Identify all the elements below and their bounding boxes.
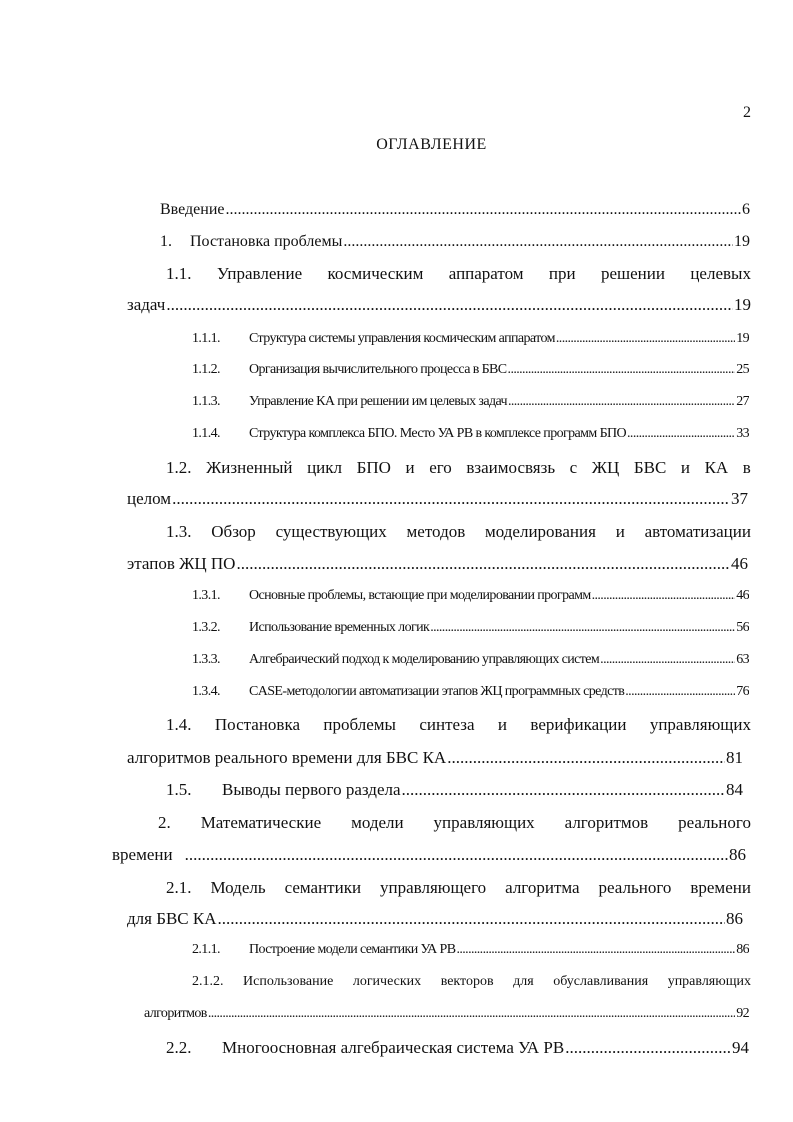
toc-leader-dots: [226, 201, 742, 219]
toc-entry-number: 1.3.2.: [192, 620, 220, 635]
toc-entry-page: 86: [726, 909, 743, 928]
toc-word: логических: [352, 974, 422, 989]
toc-word: Математические: [200, 813, 322, 832]
toc-word: управляющих: [433, 813, 535, 832]
toc-entry-text: времени: [112, 845, 173, 864]
toc-word: ЖЦ: [591, 458, 620, 477]
toc-word: цикл: [307, 458, 343, 477]
toc-word: целевых: [690, 264, 751, 283]
toc-entry-text: Алгебраический подход к моделированию управляющих систем: [249, 652, 600, 667]
toc-entry-page: 86: [736, 942, 749, 957]
toc-entry-text: алгоритмов реального времени для БВС КА: [127, 748, 447, 767]
toc-entry-1-2-line1[interactable]: [166, 458, 751, 478]
toc-word: и: [680, 458, 691, 477]
toc-entry-text: CASE-методологии автоматизации этапов ЖЦ программных средств: [249, 684, 625, 699]
toc-word: и: [497, 715, 508, 734]
toc-word: взаимосвязь: [466, 458, 556, 477]
toc-leader-dots: [456, 942, 735, 958]
toc-word: методов: [406, 522, 466, 541]
toc-word: и: [405, 458, 415, 477]
toc-entry-number: 1.: [160, 233, 172, 250]
toc-word: БВС: [633, 458, 667, 477]
toc-leader-dots: [185, 845, 728, 865]
toc-entry-1-3-1[interactable]: [192, 588, 749, 604]
toc-entry-text: Многоосновная алгебраическая система УА РВ: [222, 1038, 565, 1057]
toc-entry-page: 46: [736, 588, 749, 603]
toc-leader-dots: [236, 554, 730, 574]
toc-entry-2-line2[interactable]: [112, 845, 746, 865]
toc-leader-dots: [508, 362, 736, 378]
toc-entry-1-3-line1[interactable]: [166, 522, 751, 542]
toc-entry-page: 25: [736, 362, 749, 377]
toc-entry-page: 56: [736, 620, 749, 635]
toc-entry-1-3-3[interactable]: [192, 652, 749, 668]
toc-entry-1-1-line1[interactable]: [166, 264, 751, 284]
toc-entry-1-4-line1[interactable]: [166, 715, 751, 735]
toc-word: Жизненный: [206, 458, 293, 477]
toc-entry-page: 19: [734, 233, 750, 250]
toc-entry-page: 84: [726, 780, 743, 799]
toc-entry-number: 1.2.: [166, 458, 192, 477]
toc-word: автоматизации: [644, 522, 751, 541]
toc-entry-page: 76: [736, 684, 749, 699]
toc-entry-number: 2.2.: [166, 1038, 192, 1057]
toc-leader-dots: [447, 748, 725, 768]
page-number: 2: [743, 104, 751, 121]
toc-leader-dots: [172, 489, 730, 509]
toc-entry-number: 1.3.1.: [192, 588, 220, 603]
toc-entry-2-1-1[interactable]: [192, 942, 749, 958]
toc-word: обуславливания: [553, 974, 649, 989]
toc-entry-number: 1.3.3.: [192, 652, 220, 667]
toc-word: алгоритмов: [564, 813, 649, 832]
toc-leader-dots: [402, 780, 725, 800]
toc-entry-1-1-1[interactable]: [192, 331, 749, 347]
toc-entry-number: 2.1.: [166, 878, 192, 897]
toc-leader-dots: [208, 1006, 735, 1022]
toc-entry-page: 33: [736, 426, 749, 441]
toc-word: решении: [600, 264, 665, 283]
toc-entry-text: целом: [127, 489, 172, 508]
toc-entry-text: Построение модели семантики УА РВ: [249, 942, 456, 957]
toc-leader-dots: [627, 426, 735, 442]
toc-entry-number: 1.1.4.: [192, 426, 220, 441]
toc-entry-text: алгоритмов: [144, 1006, 207, 1021]
toc-word: управляющих: [649, 715, 751, 734]
toc-word: управляющих: [667, 974, 751, 989]
toc-word: времени: [690, 878, 751, 897]
toc-leader-dots: [565, 1038, 731, 1058]
toc-entry-introduction[interactable]: [160, 201, 750, 219]
toc-word: при: [548, 264, 576, 283]
toc-entry-2-1-2-line2[interactable]: [144, 1006, 749, 1022]
toc-entry-page: 19: [734, 295, 751, 314]
toc-entry-1-4-line2[interactable]: [127, 748, 743, 768]
toc-entry-number: 1.4.: [166, 715, 192, 734]
toc-entry-text: этапов ЖЦ ПО: [127, 554, 236, 573]
toc-entry-1-1-4[interactable]: [192, 426, 749, 442]
toc-word: Использование: [243, 974, 334, 989]
toc-entry-1-2-line2[interactable]: [127, 489, 748, 509]
toc-entry-number: 1.3.: [166, 522, 192, 541]
toc-entry-2-1-2-line1[interactable]: [192, 974, 751, 990]
toc-leader-dots: [600, 652, 735, 668]
toc-entry-text: Использование временных логик: [249, 620, 430, 635]
toc-word: для: [513, 974, 534, 989]
toc-word: алгоритма: [505, 878, 580, 897]
toc-entry-1-3-4[interactable]: [192, 684, 749, 700]
toc-word: в: [742, 458, 751, 477]
toc-entry-page: 37: [731, 489, 748, 508]
toc-word: Постановка: [214, 715, 300, 734]
toc-word: управляющего: [380, 878, 487, 897]
toc-entry-number: 1.1.2.: [192, 362, 220, 377]
toc-word: существующих: [275, 522, 387, 541]
toc-entry-1-1-line2[interactable]: [127, 295, 751, 315]
toc-entry-text: Структура системы управления космическим аппаратом: [249, 331, 555, 346]
toc-entry-text: Управление КА при решении им целевых задач: [249, 394, 507, 409]
toc-entry-1-3-2[interactable]: [192, 620, 749, 636]
toc-entry-text: Постановка проблемы: [190, 233, 343, 250]
toc-word: Модель: [210, 878, 266, 897]
toc-leader-dots: [625, 684, 735, 700]
toc-entry-page: 46: [731, 554, 748, 573]
toc-entry-number: 2.: [158, 813, 171, 832]
toc-word: аппаратом: [448, 264, 524, 283]
toc-leader-dots: [508, 394, 735, 410]
toc-leader-dots: [430, 620, 735, 636]
toc-word: его: [429, 458, 452, 477]
toc-word: космическим: [327, 264, 424, 283]
toc-word: с: [569, 458, 578, 477]
toc-word: КА: [704, 458, 729, 477]
toc-leader-dots: [592, 588, 736, 604]
toc-entry-number: 1.1.: [166, 264, 192, 283]
toc-word: семантики: [284, 878, 362, 897]
toc-word: проблемы: [323, 715, 396, 734]
toc-entry-page: 19: [736, 331, 749, 346]
toc-word: БПО: [356, 458, 391, 477]
toc-leader-dots: [343, 233, 733, 251]
toc-entry-text: задач: [127, 295, 166, 314]
toc-entry-number: 1.3.4.: [192, 684, 220, 699]
page-title: ОГЛАВЛЕНИЕ: [376, 136, 487, 153]
toc-entry-1-3-line2[interactable]: [127, 554, 748, 574]
toc-entry-page: 6: [742, 201, 750, 218]
toc-entry-text: Структура комплекса БПО. Место УА РВ в комплексе программ БПО: [249, 426, 627, 441]
toc-entry-number: 2.1.1.: [192, 942, 220, 957]
toc-word: моделирования: [485, 522, 596, 541]
toc-entry-2-2[interactable]: [166, 1038, 749, 1058]
toc-word: реального: [598, 878, 672, 897]
toc-entry-1-1-3[interactable]: [192, 394, 749, 410]
toc-entry-2-1-line2[interactable]: [127, 909, 743, 929]
toc-word: Обзор: [211, 522, 256, 541]
toc-entry-text: для БВС КА: [127, 909, 217, 928]
toc-entry-2-line1[interactable]: [158, 813, 751, 833]
toc-entry-2-1-line1[interactable]: [166, 878, 751, 898]
toc-entry-page: 27: [736, 394, 749, 409]
toc-entry-number: 1.1.3.: [192, 394, 220, 409]
toc-leader-dots: [218, 909, 725, 929]
toc-entry-text: Выводы первого раздела: [222, 780, 401, 799]
toc-word: синтеза: [419, 715, 475, 734]
toc-leader-dots: [556, 331, 735, 347]
toc-entry-1-1-2[interactable]: [192, 362, 749, 378]
toc-entry-page: 94: [732, 1038, 749, 1057]
toc-entry-page: 63: [736, 652, 749, 667]
toc-entry-number: 1.1.1.: [192, 331, 220, 346]
toc-entry-text: Организация вычислительного процесса в БВС: [249, 362, 507, 377]
toc-word: векторов: [440, 974, 494, 989]
toc-word: верификации: [530, 715, 627, 734]
toc-entry-text: Основные проблемы, встающие при моделировании программ: [249, 588, 591, 603]
toc-entry-1[interactable]: [160, 233, 750, 251]
toc-word: Управление: [216, 264, 303, 283]
toc-entry-1-5[interactable]: [166, 780, 743, 800]
toc-word: модели: [351, 813, 404, 832]
toc-entry-number: 1.5.: [166, 780, 192, 799]
toc-entry-number: 2.1.2.: [192, 974, 224, 989]
toc-word: реального: [678, 813, 751, 832]
toc-word: и: [615, 522, 625, 541]
toc-leader-dots: [166, 295, 733, 315]
toc-entry-page: 92: [736, 1006, 749, 1021]
toc-entry-page: 86: [729, 845, 746, 864]
toc-entry-text: Введение: [160, 201, 225, 218]
toc-entry-page: 81: [726, 748, 743, 767]
